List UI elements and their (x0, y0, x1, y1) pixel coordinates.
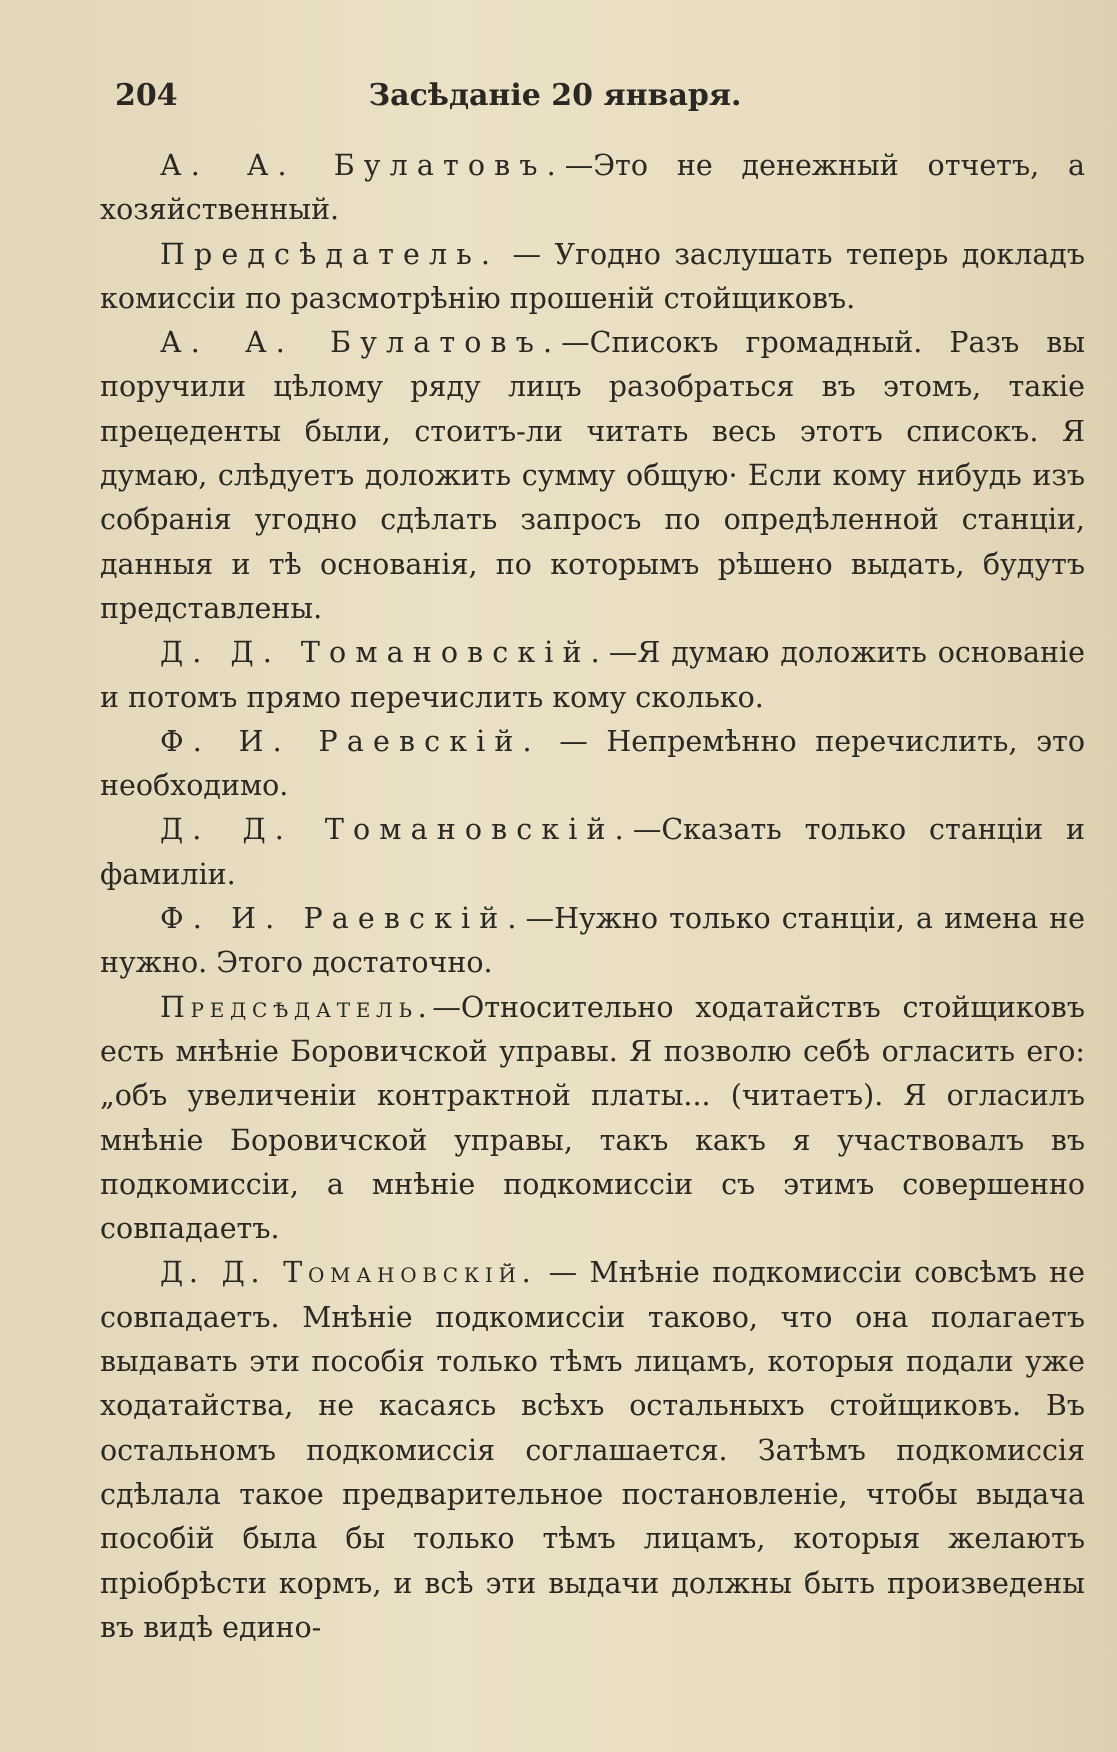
paragraph (100, 986, 1085, 1252)
speech-text: —Сказать только станціи и фамиліи. (100, 813, 1085, 891)
paragraph (100, 808, 1085, 897)
speaker-name: Д. Д. Томановскій. (160, 1256, 537, 1290)
speech-text: —Относительно ходатайствъ стойщиковъ есть мнѣніе Боровичской управы. Я позволю себѣ огласить его: „объ увеличеніи контрактной платы... (читаетъ). Я огласилъ мнѣніе Боровичской управы, такъ какъ я участвовалъ въ подкомиссіи, а мнѣніе подкомиссіи съ этимъ совершенно совпадаетъ. (100, 990, 1085, 1246)
speech-text: —Списокъ громадный. Разъ вы поручили цѣлому ряду лицъ разобраться въ этомъ, такіе прецеденты были, стоитъ-ли читать весь этотъ списокъ. Я думаю, слѣдуетъ доложить сумму общую· Если кому нибудь изъ собранія угодно сдѣлать запросъ по опредѣленной станціи, данныя и тѣ основанія, по которымъ рѣшено выдать, будутъ представлены. (100, 326, 1085, 625)
paragraph (100, 897, 1085, 986)
body-text (100, 144, 1085, 1650)
speech-text: — Угодно заслушать теперь докладъ комиссіи по разсмотрѣнію прошеній стойщиковъ. (100, 237, 1085, 315)
speaker-name: Предсѣдатель. (160, 237, 500, 271)
speaker-name: А. А. Булатовъ. (160, 326, 562, 360)
speaker-name: Предсѣдатель. (160, 990, 433, 1024)
page-header (115, 78, 995, 128)
page-number: 204 (115, 78, 178, 113)
running-title: Засѣданіе 20 января. (368, 78, 742, 113)
speech-text: — Мнѣніе подкомиссіи совсѣмъ не совпадаетъ. Мнѣніе подкомиссіи таково, что она полагаетъ выдавать эти пособія только тѣмъ лицамъ, которыя подали уже ходатайства, не касаясь всѣхъ остальныхъ стойщиковъ. Въ остальномъ подкомиссія соглашается. Затѣмъ подкомиссія сдѣлала такое предварительное постановленіе, чтобы выдача пособій была бы только тѣмъ лицамъ, которыя желаютъ пріобрѣсти кормъ, и всѣ эти выдачи должны быть произведены въ видѣ едино- (100, 1256, 1086, 1644)
speech-text: —Это не денежный отчетъ, а хозяйственный. (100, 149, 1085, 227)
speaker-name: Д. Д. Томановскій. (160, 636, 609, 670)
speaker-name: Ф. И. Раевскій. (160, 724, 541, 758)
speech-text: — Непремѣнно перечислить, это необходимо. (100, 724, 1085, 803)
paragraph (100, 1251, 1085, 1650)
paragraph (100, 233, 1085, 322)
speaker-name: А. А. Булатовъ. (160, 149, 565, 182)
speaker-name: Д. Д. Томановскій. (160, 813, 633, 847)
paragraph (100, 720, 1085, 809)
paragraph (100, 144, 1085, 233)
speaker-name: Ф. И. Раевскій. (160, 902, 526, 936)
paragraph (100, 321, 1085, 631)
speech-text: —Я думаю доложить основаніе и потомъ прямо перечислить кому сколько. (100, 636, 1085, 714)
speech-text: —Нужно только станціи, а имена не нужно. Этого достаточно. (100, 902, 1086, 980)
paragraph (100, 631, 1085, 720)
